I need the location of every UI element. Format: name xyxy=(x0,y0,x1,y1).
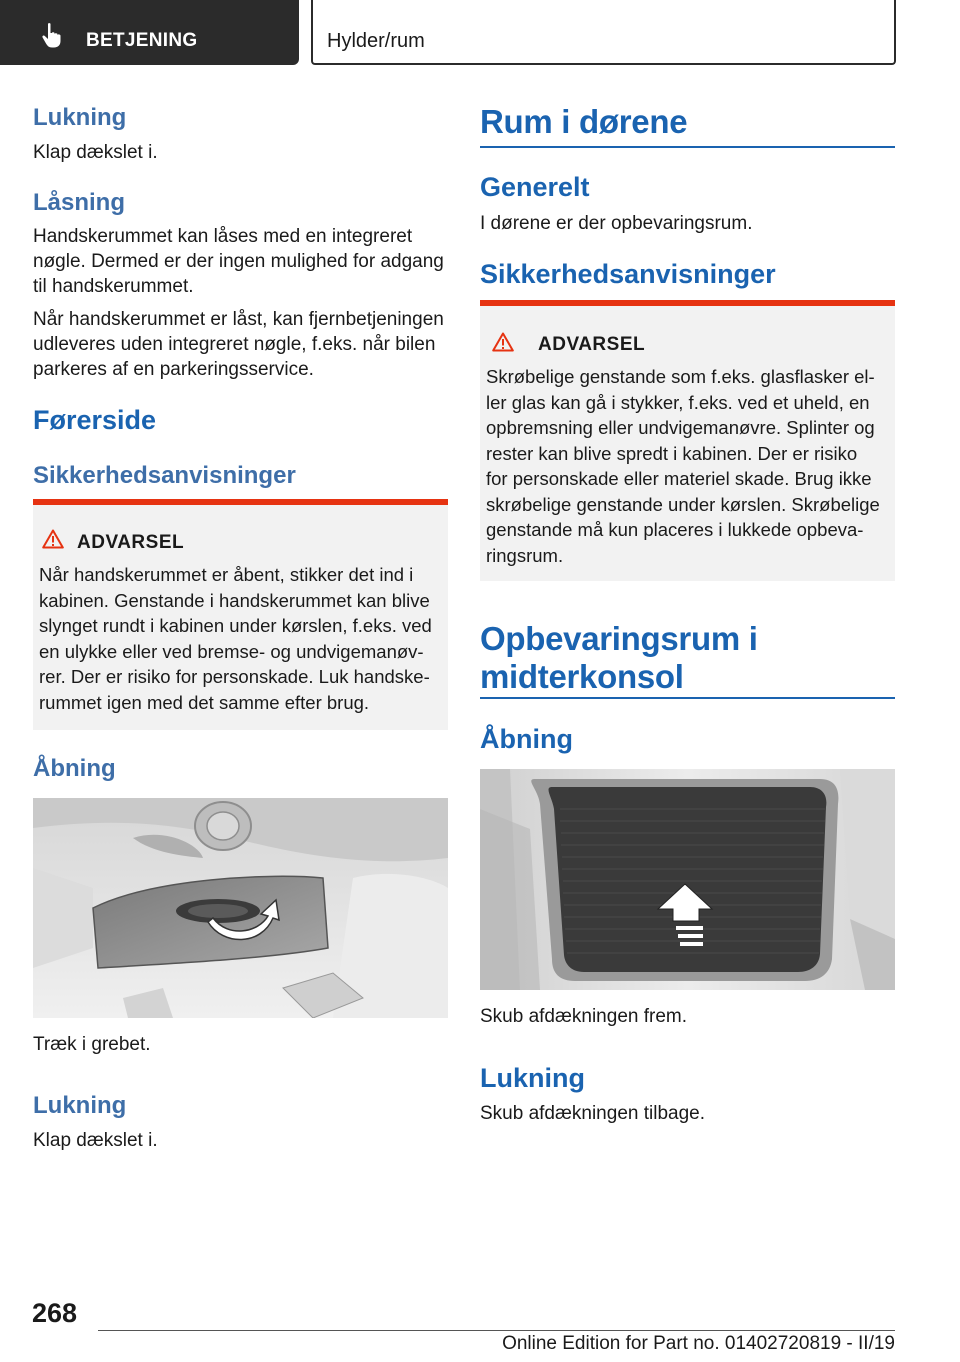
doors-heading: Rum i dørene xyxy=(480,103,688,140)
warning-title: ADVARSEL xyxy=(538,334,646,355)
warning-text xyxy=(39,562,432,715)
footer-edition: Online Edition for Part no. 01402720819 - II/19 xyxy=(502,1333,895,1354)
chapter-tab xyxy=(0,0,299,65)
text-line: til handskerummet. xyxy=(33,276,194,297)
heading-line: Opbevaringsrum i xyxy=(480,620,758,657)
driver-side-heading: Førerside xyxy=(33,405,157,435)
image-caption-right: Skub afdækningen frem. xyxy=(480,1006,688,1027)
text-line: Når handskerummet er åbent, stikker det ind i xyxy=(39,564,414,585)
closing-heading: Lukning xyxy=(33,104,127,131)
warning-title: ADVARSEL xyxy=(77,532,185,553)
section-title: Hylder/rum xyxy=(327,30,425,52)
warning-triangle-icon xyxy=(42,529,64,549)
closing-text-right: Skub afdækningen tilbage. xyxy=(480,1103,705,1124)
image-caption-left: Træk i grebet. xyxy=(33,1034,151,1055)
closing-heading-right: Lukning xyxy=(480,1063,585,1093)
general-text: I dørene er der opbevaringsrum. xyxy=(480,213,753,234)
heading-line: midterkonsol xyxy=(480,658,684,695)
section-header xyxy=(311,0,896,65)
text-line: genstande må kun placeres i lukkede opbeva- xyxy=(486,519,864,540)
footer-rule xyxy=(98,1330,895,1331)
safety-heading-right: Sikkerhedsanvisninger xyxy=(480,259,776,289)
warning-box-right xyxy=(480,300,895,581)
text-line: rester kan blive spredt i kabinen. Der er risiko xyxy=(486,442,858,464)
text-line: skrøbelige genstande under kørslen. Skrøbelige xyxy=(486,493,880,515)
text-line: udleveres uden integreret nøgle, f.eks. når bilen xyxy=(33,334,436,355)
chapter-label: BETJENING xyxy=(86,30,198,51)
closing-text-2: Klap dækslet i. xyxy=(33,1130,158,1151)
console-illustration xyxy=(480,769,895,990)
text-line: opbremsning eller undvigemanøvre. Splinter og xyxy=(486,417,875,438)
locking-heading: Låsning xyxy=(33,189,126,216)
opening-heading-left: Åbning xyxy=(33,755,116,782)
console-heading xyxy=(480,620,758,696)
text-line: nøgle. Dermed er der ingen mulighed for adgang xyxy=(33,251,444,272)
text-line: rummet igen med det samme efter brug. xyxy=(39,691,370,713)
safety-heading-left: Sikkerhedsanvisninger xyxy=(33,462,296,489)
text-line: Handskerummet kan låses med en integreret xyxy=(33,226,413,247)
text-line: ler glas kan gå i stykker, f.eks. ved et uheld, en xyxy=(486,391,870,413)
text-line: ringsrum. xyxy=(486,544,564,566)
page-number: 268 xyxy=(32,1298,78,1328)
glovebox-illustration xyxy=(33,798,448,1018)
opening-heading-right: Åbning xyxy=(480,724,573,754)
warning-box-left xyxy=(33,499,448,730)
text-line: en ulykke eller ved bremse- og undvigemanøv- xyxy=(39,640,424,662)
locking-paragraph-2 xyxy=(33,307,444,382)
text-line: parkeres af en parkeringsservice. xyxy=(33,359,314,380)
text-line: for personskade eller materiel skade. Brug ikke xyxy=(486,468,872,489)
heading-rule xyxy=(480,146,895,148)
hand-pointer-icon xyxy=(40,22,66,48)
heading-rule xyxy=(480,697,895,699)
warning-text xyxy=(486,364,880,568)
warning-triangle-icon xyxy=(492,332,514,352)
text-line: rer. Der er risiko for personskade. Luk handske- xyxy=(39,666,430,687)
closing-heading-2: Lukning xyxy=(33,1092,127,1119)
general-heading: Generelt xyxy=(480,172,590,202)
locking-paragraph-1 xyxy=(33,224,444,299)
text-line: Når handskerummet er låst, kan fjernbetjeningen xyxy=(33,309,444,330)
closing-text: Klap dækslet i. xyxy=(33,142,158,163)
text-line: Skrøbelige genstande som f.eks. glasflasker el- xyxy=(486,366,875,387)
text-line: kabinen. Genstande i handskerummet kan blive xyxy=(39,589,430,611)
text-line: slynget rundt i kabinen under kørslen, f.eks. ved xyxy=(39,615,432,636)
